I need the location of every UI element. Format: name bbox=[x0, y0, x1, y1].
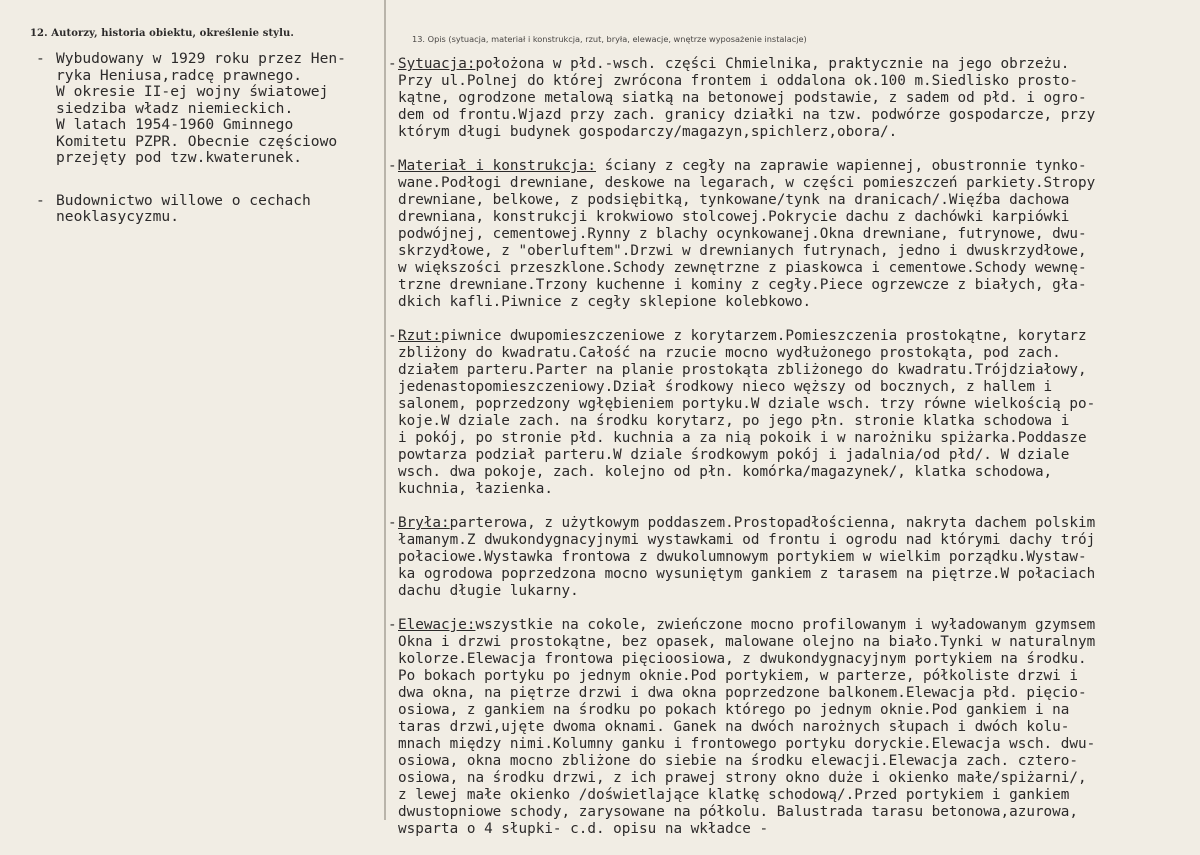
section-label: Materiał i konstrukcja: bbox=[398, 158, 596, 174]
section-body bbox=[398, 328, 1095, 498]
section-label: Rzut: bbox=[398, 328, 442, 344]
section-sytuacja bbox=[388, 56, 1200, 141]
section-material bbox=[388, 158, 1200, 311]
section-text: parterowa, z użytkowym poddaszem.Prostopadłościenna, nakryta dachem polskim łamanym.Z dwukondygnacyjnymi wystawkami od frontu i ogrodu nad którymi dachy trój połaciowe.Wystawka frontowa z dwukolumnowym portykiem w wielkim porządku.Wystaw- ka ogrodowa poprzedzona mocno wysuniętym gankiem z tarasem na piętrze.W połaciach dachu długie lukarny. bbox=[398, 515, 1096, 599]
left-column bbox=[30, 28, 380, 252]
section-dash: - bbox=[388, 515, 397, 531]
column-divider bbox=[384, 0, 386, 820]
history-text: Wybudowany w 1929 roku przez Hen- ryka Heniusa,radcę prawnego. W okresie II-ej wojny światowej siedziba władz niemieckich. W latach 1954-1960 Gminnego Komitetu PZPR. Obecnie częściowo przejęty pod tzw.kwaterunek. bbox=[56, 50, 346, 166]
section-body bbox=[398, 56, 1095, 141]
section-text: wszystkie na cokole, zwieńczone mocno profilowanym i wyładowanym gzymsem Okna i drzwi prostokątne, bez opasek, malowane olejno na biało.Tynki w naturalnym kolorze.Elewacja frontowa pięcioosiowa, z dwukondygnacyjnym portykiem na środku. Po bokach portyku po jednym oknie.Pod portykiem, w parterze, półkoliste drzwi i dwa okna, na piętrze drzwi i dwa okna poprzedzone balkonem.Elewacja płd. pięcio- osiowa, z gankiem na środku po pokach którego po jednym oknie.Pod gankiem i na taras drzwi,ujęte dwoma oknami. Ganek na dwóch narożnych słupach i dwóch kolu- mnach między nimi.Kolumny ganku i frontowego portyku doryckie.Elewacja wsch. dwu- osiowa, okna mocno zbliżone do siebie na środku elewacji.Elewacja zach. cztero- osiowa, na środku drzwi, z ich prawej strony okno duże i okienko małe/spiżarni/, z lewej małe okienko /doświetlające klatkę schodową/.Przed portykiem i gankiem dwustopniowe schody, zarysowane na półkolu. Balustrada tarasu betonowa,azurowa, wsparta o 4 słupki- c.d. opisu na wkładce - bbox=[398, 617, 1096, 837]
section-text: ściany z cegły na zaprawie wapiennej, obustronnie tynko- wane.Podłogi drewniane, deskowe na legarach, w części pomieszczeń parkiety.Stropy drewniane, belkowe, z podsiębitką, tynkowane/tynk na dranicach/.Więźba dachowa drewniana, konstrukcji krokwiowo stolcowej.Pokrycie dachu z dachówki karpiówki podwójnej, cementowej.Rynny z blachy ocynkowanej.Okna drewniane, futrynowe, dwu- skrzydłowe, z "oberluftem".Drzwi w drewnianych futrynach, jedno i dwuskrzydłowe, w większości przeszklone.Schody zewnętrzne z piaskowca i cementowe.Schody wewnę- trzne drewniane.Trzony kuchenne i kominy z cegły.Piece ogrzewcze z białych, gła- dkich kafli.Piwnice z cegły sklepione kolebkowo. bbox=[398, 158, 1096, 310]
section-body bbox=[398, 617, 1095, 838]
section-body bbox=[398, 515, 1095, 600]
section-body bbox=[398, 158, 1095, 311]
style-text: Budownictwo willowe o cechach neoklasycyzmu. bbox=[56, 191, 311, 225]
section-text: piwnice dwupomieszczeniowe z korytarzem.Pomieszczenia prostokątne, korytarz zbliżony do kwadratu.Całość na rzucie mocno wydłużonego prostokąta, pod zach. działem parteru.Parter na planie prostokąta zbliżonego do kwadratu.Trójdziałowy, jedenastopomieszczeniowy.Dział środkowy nieco węższy od bocznych, z hallem i salonem, poprzedzony wgłębieniem portyku.W dziale wsch. trzy równe wielkością po- koje.W dziale zach. na środku korytarz, po jego płn. stronie klatka schodowa i i pokój, po stronie płd. kuchnia a za nią pokoik i w narożniku spiżarka.Poddasze powtarza podział parteru.W dziale środkowym pokój i jadalnia/od płd/. W dziale wsch. dwa pokoje, zach. kolejno od płn. komórka/magazynek/, klatka schodowa, kuchnia, łazienka. bbox=[398, 328, 1096, 497]
right-column bbox=[388, 34, 1200, 855]
section-rzut bbox=[388, 328, 1200, 498]
section-bryla bbox=[388, 515, 1200, 600]
section-dash: - bbox=[388, 617, 397, 633]
section-text: położona w płd.-wsch. części Chmielnika, praktycznie na jego obrzeżu. Przy ul.Polnej do której zwrócona frontem i oddalona ok.100 m.Siedlisko prosto- kątne, ogrodzone metalową siatką na betonowej podstawie, z sadem od płd. i ogro- dem od frontu.Wjazd przy zach. granicy działki na tzw. podwórze gospodarcze, przy którym długi budynek gospodarczy/magazyn,spichlerz,obora/. bbox=[398, 56, 1096, 140]
section-label: Elewacje: bbox=[398, 617, 476, 633]
bullet-dash: - bbox=[36, 191, 45, 209]
section-elewacje bbox=[388, 617, 1200, 838]
bullet-dash: - bbox=[36, 50, 45, 67]
section-13-heading: 13. Opis (sytuacja, materiał i konstrukcja, rzut, bryła, elewacje, wnętrze wyposażenie instalacje) bbox=[412, 34, 807, 44]
section-12-heading: 12. Autorzy, historia obiektu, określenie stylu. bbox=[30, 28, 294, 39]
section-dash: - bbox=[388, 158, 397, 174]
history-bullet bbox=[30, 51, 380, 167]
section-dash: - bbox=[388, 328, 397, 344]
section-dash: - bbox=[388, 56, 397, 72]
style-bullet bbox=[30, 193, 380, 226]
section-label: Bryła: bbox=[398, 515, 450, 531]
section-label: Sytuacja: bbox=[398, 56, 476, 72]
